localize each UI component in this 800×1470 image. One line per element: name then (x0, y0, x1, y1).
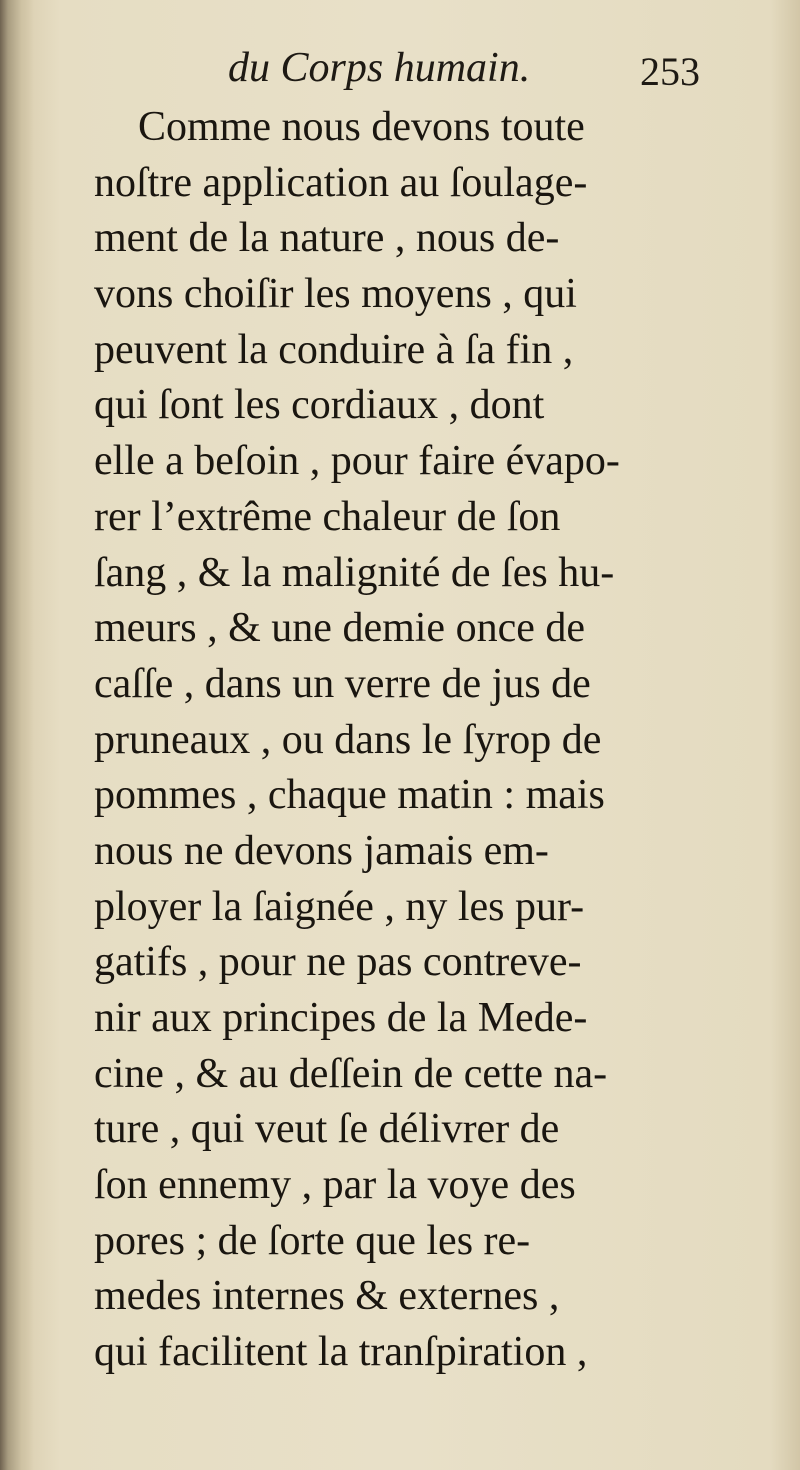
text-line: rer l’extrême chaleur de ſon (94, 493, 561, 540)
text-line: gatifs , pour ne pas contreve- (94, 939, 582, 986)
text-line: pruneaux , ou dans le ſyrop de (94, 716, 602, 763)
text-line: noſtre application au ſoulage- (94, 159, 588, 206)
text-line: nous ne devons jamais em- (94, 827, 549, 874)
text-line: ture , qui veut ſe délivrer de (94, 1106, 560, 1153)
text-line: qui facilitent la tranſpiration , (94, 1329, 588, 1376)
text-line: elle a beſoin , pour faire évapo- (94, 438, 620, 485)
text-line: Comme nous devons toute (138, 104, 585, 150)
page-number: 253 (640, 49, 700, 94)
text-line: ſang , & la malignité de ſes hu- (94, 549, 615, 596)
text-line: ployer la ſaignée , ny les pur- (94, 883, 585, 930)
text-line: ment de la nature , nous de- (94, 215, 560, 262)
text-line: caſſe , dans un verre de jus de (94, 660, 591, 707)
text-line: cine , & au deſſein de cette na- (94, 1050, 608, 1097)
running-head: du Corps humain. (228, 45, 531, 91)
text-line: medes internes & externes , (94, 1273, 560, 1320)
text-line: pommes , chaque matin : mais (94, 772, 605, 819)
text-line: nir aux principes de la Mede- (94, 995, 588, 1041)
text-line: peuvent la conduire à ſa fin , (94, 326, 574, 373)
text-line: ſon ennemy , par la voye des (94, 1162, 576, 1209)
text-line: qui ſont les cordiaux , dont (94, 382, 545, 429)
text-line: vons choiſir les moyens , qui (94, 271, 577, 318)
body-text (94, 100, 754, 1381)
page-header (0, 44, 800, 104)
text-line: meurs , & une demie once de (94, 605, 585, 652)
text-line: pores ; de ſorte que les re- (94, 1217, 531, 1264)
